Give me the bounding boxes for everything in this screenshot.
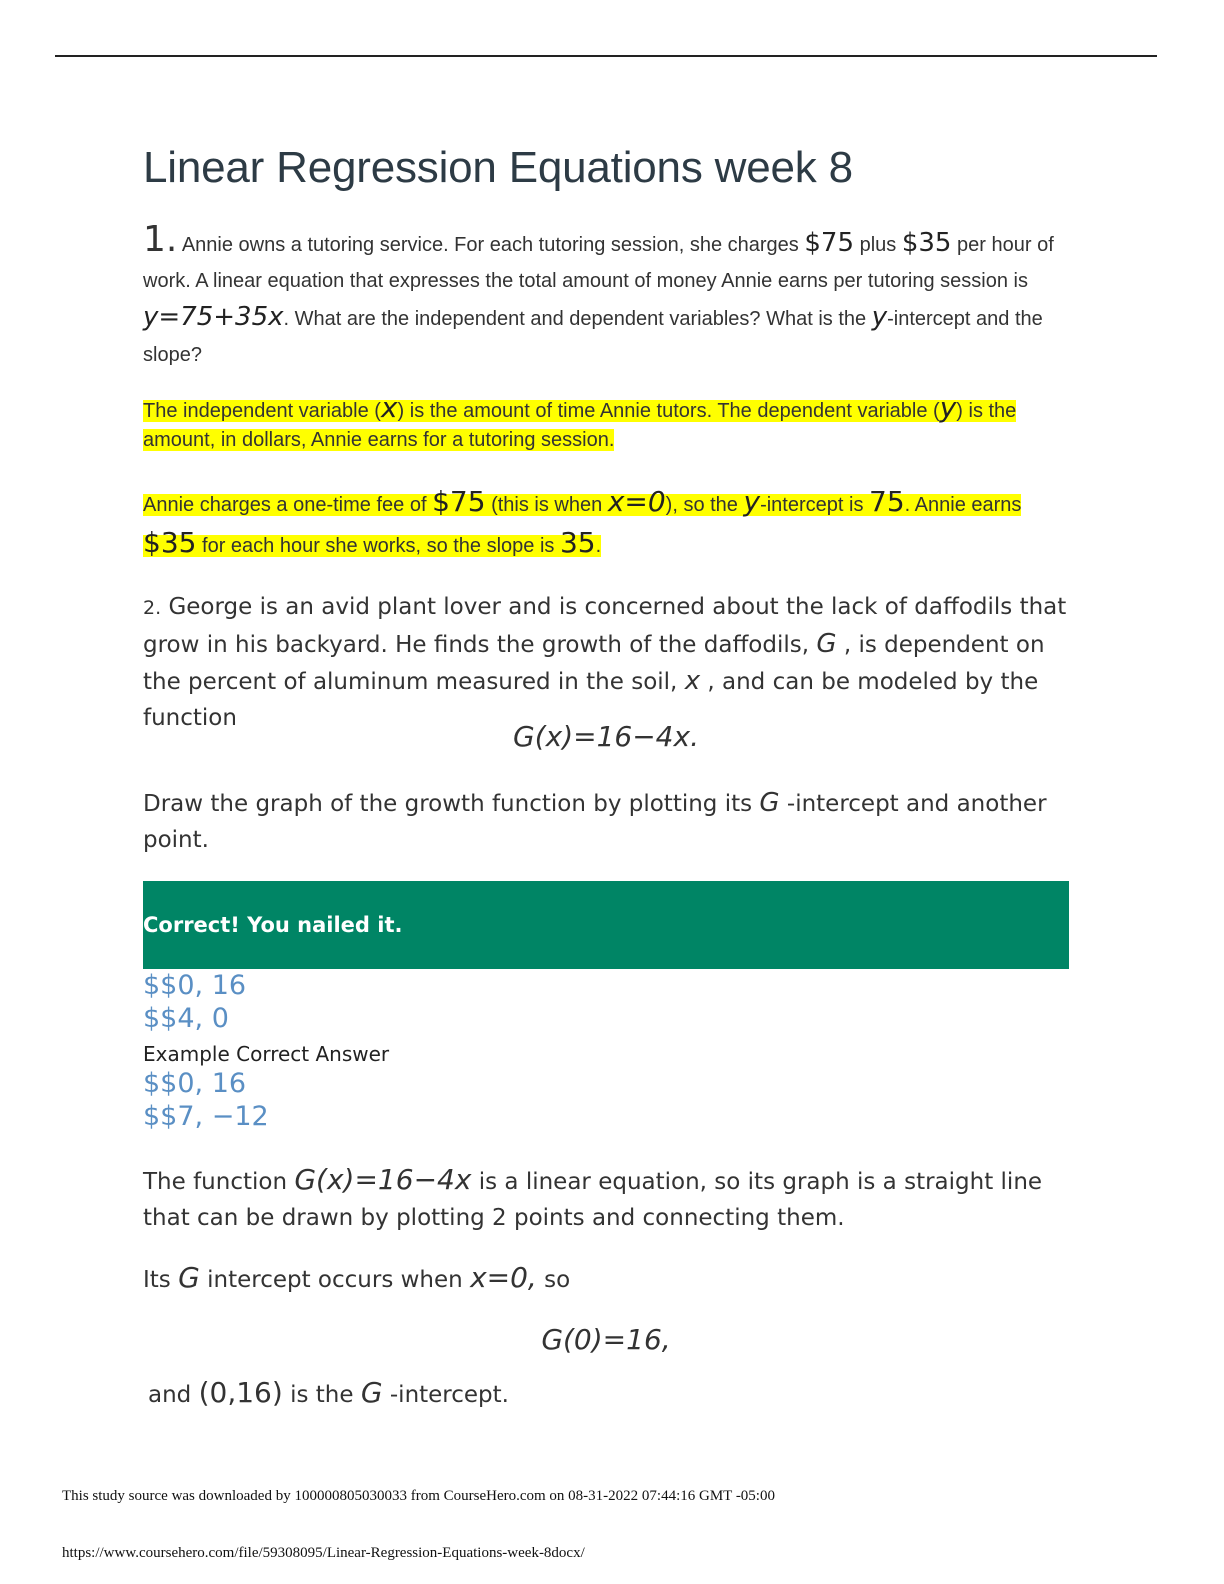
answer-intercept-slope: Annie charges a one-time fee of $75 (this is when x=0), so the y-intercept is 75. Annie earns $35 for each hour she works, so the slope is 35.: [143, 485, 1022, 559]
equation: y=75+35x: [143, 302, 284, 332]
question-2: 2. George is an avid plant lover and is concerned about the lack of daffodils that grow in his backyard. He finds the growth of the daffodils, G , is dependent on the percent of aluminum measured in the soil, x , and can be modeled by the function: [143, 594, 1067, 731]
example-answer-label: Example Correct Answer: [143, 1042, 390, 1066]
page-title: Linear Regression Equations week 8: [143, 143, 853, 192]
explanation-paragraph: The function G(x)=16−4x is a linear equation, so its graph is a straight line that can be drawn by plotting 2 points and connecting them.: [143, 1163, 1043, 1231]
draw-instruction: Draw the graph of the growth function by plotting its G -intercept and another point.: [143, 788, 1047, 853]
source-url[interactable]: https://www.coursehero.com/file/59308095/Linear-Regression-Equations-week-8docx/: [62, 1545, 585, 1561]
answer-variables: The independent variable (x) is the amount of time Annie tutors. The dependent variable (y) is the amount, in dollars, Annie earns for a tutoring session.: [143, 391, 1017, 451]
point: $$7, −12: [143, 1101, 269, 1132]
intercept-equation: G(0)=16,: [541, 1323, 671, 1356]
intercept-paragraph: Its G intercept occurs when x=0, so: [143, 1261, 571, 1294]
point: $$4, 0: [143, 1003, 229, 1034]
top-divider: [55, 55, 1157, 57]
user-answer-points: [143, 969, 246, 1035]
example-answer-points: [143, 1067, 269, 1133]
correct-feedback-banner: Correct! You nailed it.: [143, 881, 1069, 969]
point: $$0, 16: [143, 970, 247, 1001]
question-number: 1.: [143, 219, 178, 260]
question-number: 2.: [143, 597, 162, 619]
question-1: 1. Annie owns a tutoring service. For each tutoring session, she charges $75 plus $35 per hour of work. A linear equation that expresses the total amount of money Annie earns per tutoring session is y=75+35x. What are the independent and dependent variables? What is the y-intercept and the slope?: [143, 219, 1054, 366]
point: $$0, 16: [143, 1068, 247, 1099]
intercept-conclusion: and (0,16) is the G -intercept.: [148, 1376, 509, 1409]
download-notice: This study source was downloaded by 100000805030033 from CourseHero.com on 08-31-2022 07:44:16 GMT -05:00: [62, 1488, 775, 1504]
growth-function-equation: G(x)=16−4x.: [513, 720, 699, 753]
